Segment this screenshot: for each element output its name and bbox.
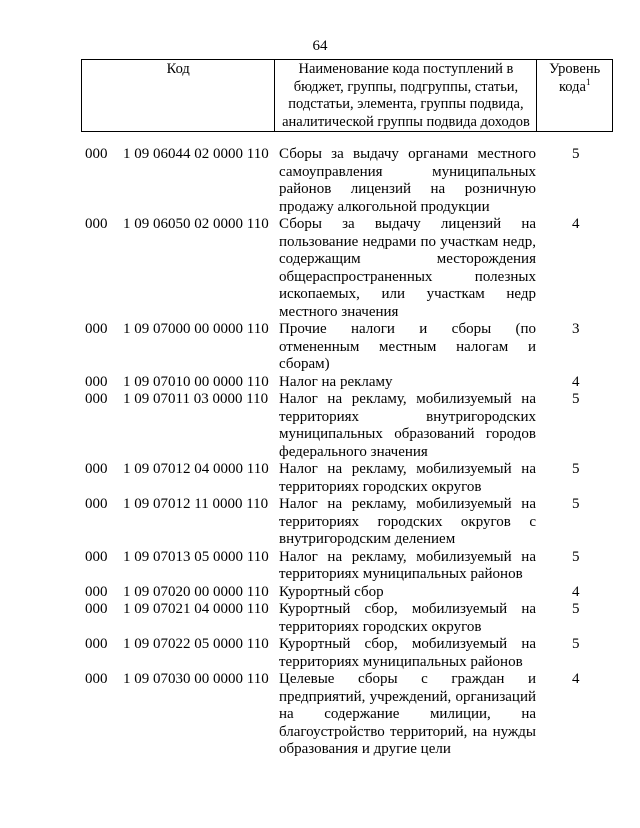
row-name: Сборы за выдачу органами местного самоуправления муниципальных районов лицензий на розничную продажу алкогольной продукции [279, 146, 536, 215]
row-prefix: 000 [85, 548, 108, 565]
header-code-label: Код [166, 61, 190, 77]
table-row [85, 216, 605, 321]
row-code: 1 09 07020 00 0000 110 [123, 583, 269, 600]
row-name: Налог на рекламу, мобилизуемый на территориях внутригородских муниципальных образований городов федерального значения [279, 391, 536, 460]
row-name: Курортный сбор [279, 583, 384, 600]
row-code: 1 09 07012 11 0000 110 [123, 496, 269, 512]
row-code: 1 09 06050 02 0000 110 [123, 216, 269, 232]
row-name: Сборы за выдачу лицензий на пользование недрами по участкам недр, содержащим месторождения общераспространенных полезных ископаемых, или участкам недр местного значения [279, 216, 536, 320]
row-prefix: 000 [85, 496, 108, 512]
row-prefix: 000 [85, 216, 108, 232]
row-level: 4 [572, 216, 580, 232]
row-level: 5 [572, 461, 580, 477]
table-row [85, 601, 605, 636]
table-row [85, 391, 605, 461]
row-level-cell [536, 496, 605, 514]
row-level: 3 [572, 321, 580, 337]
row-code: 1 09 07030 00 0000 110 [123, 671, 269, 687]
table-row [85, 496, 605, 549]
row-level-cell [536, 321, 605, 339]
row-name: Курортный сбор, мобилизуемый на территориях муниципальных районов [279, 636, 536, 670]
row-prefix: 000 [85, 601, 108, 617]
page-number: 64 [312, 38, 328, 54]
row-code: 1 09 07000 00 0000 110 [123, 321, 269, 337]
row-level-cell [536, 584, 605, 602]
row-name: Налог на рекламу, мобилизуемый на территориях городских округов [279, 461, 536, 495]
table-row [85, 374, 605, 392]
table-header [81, 59, 613, 132]
row-level-cell [536, 636, 605, 654]
row-prefix: 000 [85, 373, 108, 390]
row-code: 1 09 07011 03 0000 110 [123, 391, 269, 407]
footnote-marker: 1 [585, 76, 591, 87]
row-name: Прочие налоги и сборы (по отмененным местным налогам и сборам) [279, 321, 536, 372]
row-prefix: 000 [85, 461, 108, 477]
row-code: 1 09 07010 00 0000 110 [123, 373, 269, 390]
row-prefix: 000 [85, 146, 108, 162]
table-row [85, 636, 605, 671]
table-row [85, 321, 605, 374]
row-name: Налог на рекламу, мобилизуемый на территориях городских округов с внутригородским делением [279, 496, 536, 547]
row-code: 1 09 06044 02 0000 110 [123, 146, 269, 162]
row-level-cell [536, 391, 605, 409]
row-prefix: 000 [85, 636, 108, 652]
row-prefix: 000 [85, 583, 108, 600]
row-level: 5 [572, 146, 580, 162]
row-prefix: 000 [85, 321, 108, 337]
row-level: 5 [572, 601, 580, 617]
header-name-label: Наименование кода поступлений в бюджет, группы, подгруппы, статьи, подстатьи, элемента, группы подвида, аналитической группы подвида доходов [282, 61, 530, 130]
row-level: 5 [572, 636, 580, 652]
row-level: 5 [572, 496, 580, 512]
row-name: Целевые сборы с граждан и предприятий, учреждений, организаций на содержание милиции, на благоустройство территорий, на нужды образования и другие цели [279, 671, 536, 757]
row-code: 1 09 07013 05 0000 110 [123, 548, 269, 565]
table-row [85, 461, 605, 496]
row-level: 4 [572, 671, 580, 687]
table-body [85, 146, 605, 759]
row-level: 4 [572, 373, 580, 390]
header-level-label: Уровень кода [549, 61, 601, 95]
row-name: Курортный сбор, мобилизуемый на территориях городских округов [279, 601, 536, 635]
row-name: Налог на рекламу, мобилизуемый на территориях муниципальных районов [279, 548, 536, 582]
table-row [85, 146, 605, 216]
row-code: 1 09 07021 04 0000 110 [123, 601, 269, 617]
table-row [85, 584, 605, 602]
row-level-cell [536, 671, 605, 689]
table-row [85, 549, 605, 584]
row-level-cell [536, 549, 605, 567]
header-code [82, 60, 275, 132]
row-prefix: 000 [85, 671, 108, 687]
table-row [85, 671, 605, 759]
row-level: 4 [572, 583, 580, 600]
row-level: 5 [572, 391, 580, 407]
header-name [275, 60, 537, 132]
row-level-cell [536, 146, 605, 164]
header-level [537, 60, 613, 132]
row-prefix: 000 [85, 391, 108, 407]
row-code: 1 09 07012 04 0000 110 [123, 461, 269, 477]
row-level-cell [536, 461, 605, 479]
row-name: Налог на рекламу [279, 373, 393, 390]
row-level-cell [536, 374, 605, 392]
row-level: 5 [572, 548, 580, 565]
row-level-cell [536, 601, 605, 619]
row-code: 1 09 07022 05 0000 110 [123, 636, 269, 652]
row-level-cell [536, 216, 605, 234]
